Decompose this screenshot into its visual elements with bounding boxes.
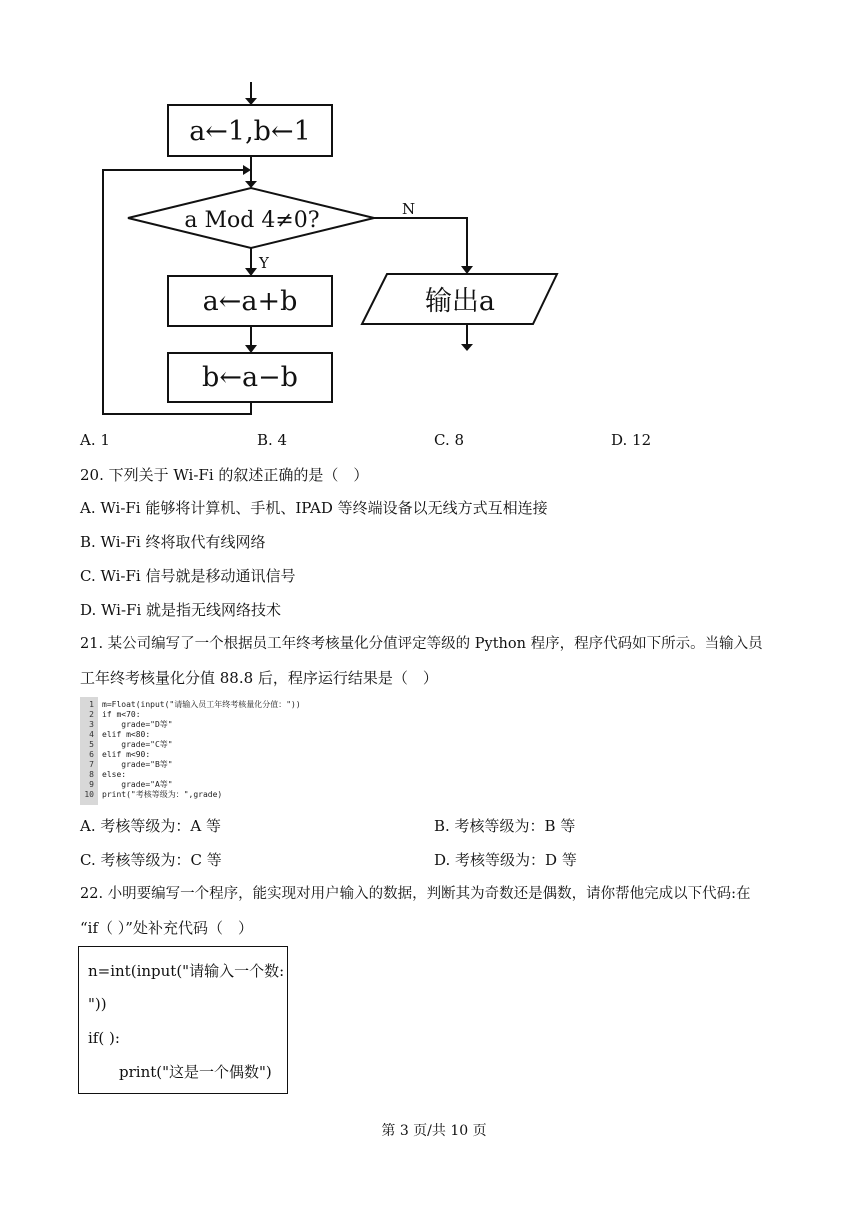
assign-a-label: a←a+b	[202, 286, 298, 317]
q21-code-screenshot	[80, 697, 320, 805]
code-line: 9 grade="A等"	[89, 780, 173, 789]
q22-stem-line2: “if（ ）”处补充代码（ ）	[80, 919, 253, 937]
assign-b-label: b←a−b	[202, 362, 298, 393]
code-line: 5 grade="C等"	[89, 740, 173, 749]
code-line: 1 m=Float(input("请输入员工年终考核量化分值："))	[89, 700, 301, 709]
q21-option-d: D. 考核等级为：D 等	[434, 851, 577, 869]
output-label: 输出a	[424, 286, 496, 317]
no-label: N	[402, 200, 416, 218]
code-line: 2 if m<70:	[89, 710, 141, 719]
q21-option-c: C. 考核等级为：C 等	[80, 851, 222, 869]
q21-stem-line1: 21. 某公司编写了一个根据员工年终考核量化分值评定等级的 Python 程序，程序代码如下所示。当输入员	[80, 636, 763, 652]
q21-stem-line2: 工年终考核量化分值 88.8 后，程序运行结果是（ ）	[80, 669, 438, 687]
q20-option-c: C. Wi-Fi 信号就是移动通讯信号	[80, 567, 296, 585]
code-line: 3 grade="D等"	[89, 720, 173, 729]
code-line: 7 grade="B等"	[89, 760, 173, 769]
code-line: 8 else:	[89, 770, 127, 779]
code-box-line: "))	[88, 995, 107, 1013]
flowchart-diagram	[0, 0, 868, 430]
page-footer: 第 3 页/共 10 页	[381, 1123, 487, 1139]
code-line: 6 elif m<90:	[89, 750, 151, 759]
code-line: 10 print("考核等级为：",grade)	[84, 790, 223, 799]
code-box-line: n=int(input("请输入一个数:	[88, 962, 285, 980]
q22-code-box	[78, 946, 288, 1094]
yes-label: Y	[259, 254, 269, 272]
q19-option-b: B. 4	[257, 431, 288, 449]
q20-option-b: B. Wi-Fi 终将取代有线网络	[80, 533, 266, 551]
q21-option-a: A. 考核等级为：A 等	[80, 817, 221, 835]
q20-stem: 20. 下列关于 Wi-Fi 的叙述正确的是（ ）	[80, 466, 369, 484]
q20-option-a: A. Wi-Fi 能够将计算机、手机、IPAD 等终端设备以无线方式互相连接	[80, 499, 548, 517]
q20-option-d: D. Wi-Fi 就是指无线网络技术	[80, 601, 282, 619]
q19-option-d: D. 12	[611, 431, 652, 449]
code-box-line: if( ):	[88, 1029, 120, 1047]
q19-option-c: C. 8	[434, 431, 465, 449]
code-box-line: print("这是一个偶数")	[119, 1063, 272, 1081]
q22-stem-line1: 22. 小明要编写一个程序，能实现对用户输入的数据，判断其为奇数还是偶数，请你帮他完成以下代码:在	[80, 886, 751, 902]
code-line: 4 elif m<80:	[89, 730, 151, 739]
decision-label: a Mod 4≠0?	[184, 208, 320, 233]
no-branch-line	[374, 218, 467, 268]
q19-option-a: A. 1	[80, 431, 110, 449]
q21-option-b: B. 考核等级为：B 等	[434, 817, 576, 835]
init-box-label: a←1,b←1	[189, 116, 311, 147]
